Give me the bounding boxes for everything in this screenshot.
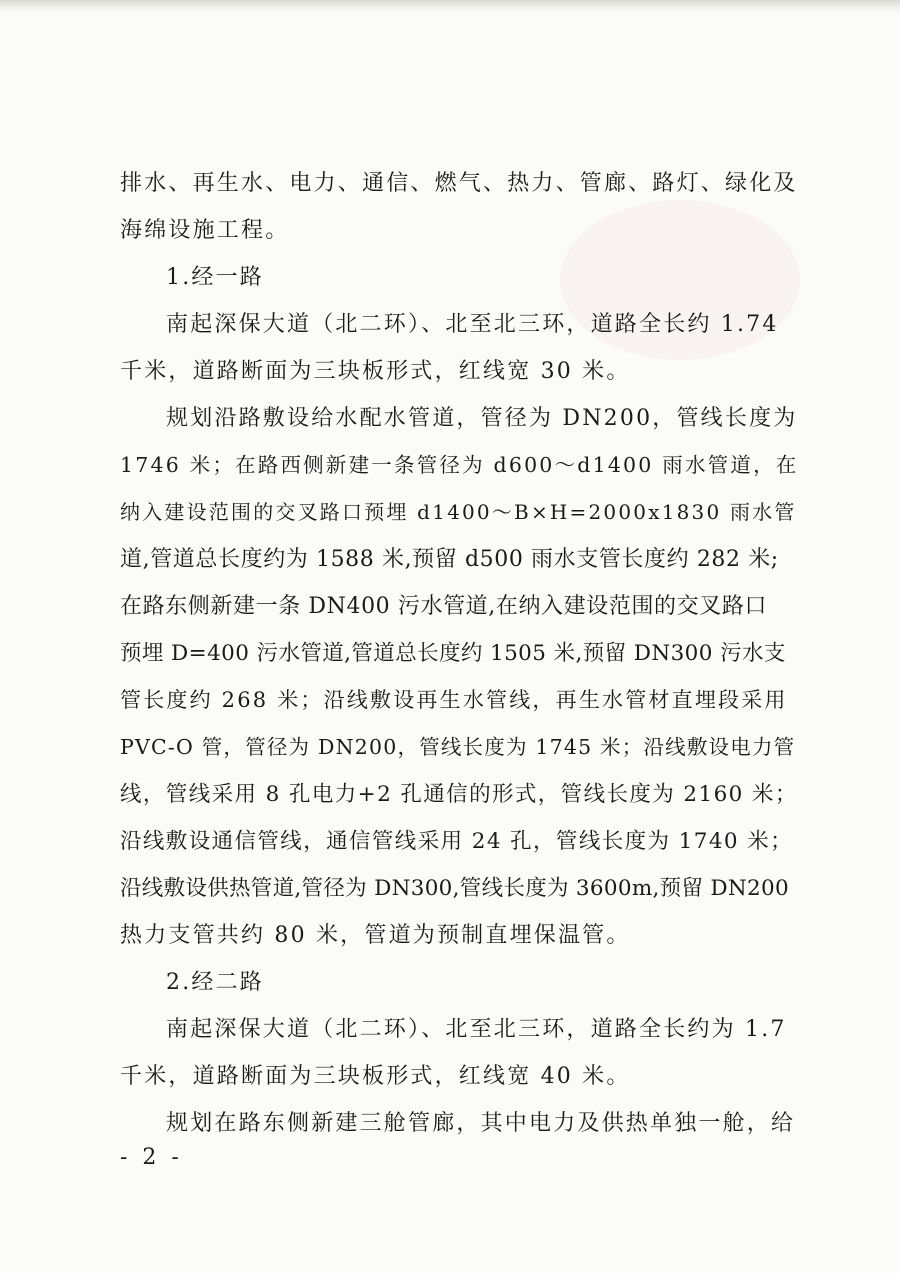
scan-top-edge bbox=[0, 0, 900, 14]
section-heading: 2.经二路 bbox=[166, 970, 264, 995]
text-line: 千米，道路断面为三块板形式，红线宽 40 米。 bbox=[120, 1064, 631, 1089]
text-line: 沿线敷设供热管道,管径为 DN300,管线长度为 3600m,预留 DN200 bbox=[120, 876, 789, 901]
text-line: 南起深保大道（北二环）、北至北三环，道路全长约 1.74 bbox=[166, 312, 779, 337]
document-body bbox=[120, 160, 800, 1147]
text-line: 在路东侧新建一条 DN400 污水管道,在纳入建设范围的交叉路口 bbox=[120, 594, 768, 619]
text-line: 热力支管共约 80 米，管道为预制直埋保温管。 bbox=[120, 923, 631, 948]
text-line: 规划沿路敷设给水配水管道，管径为 DN200，管线长度为 bbox=[166, 406, 798, 431]
text-line: 千米，道路断面为三块板形式，红线宽 30 米。 bbox=[120, 359, 631, 384]
text-line: PVC-O 管，管径为 DN200，管线长度为 1745 米；沿线敷设电力管 bbox=[120, 735, 796, 759]
text-line: 沿线敷设通信管线，通信管线采用 24 孔，管线长度为 1740 米； bbox=[120, 829, 794, 854]
text-line: 排水、再生水、电力、通信、燃气、热力、管廊、路灯、绿化及 bbox=[120, 171, 798, 196]
text-line: 南起深保大道（北二环）、北至北三环，道路全长约为 1.7 bbox=[166, 1017, 787, 1042]
text-line: 纳入建设范围的交叉路口预埋 d1400～B×H=2000x1830 雨水管 bbox=[120, 500, 797, 524]
text-line: 管长度约 268 米；沿线敷设再生水管线，再生水管材直埋段采用 bbox=[120, 688, 788, 712]
text-line: 预埋 D=400 污水管道,管道总长度约 1505 米,预留 DN300 污水支 bbox=[120, 641, 786, 666]
text-line: 1746 米；在路西侧新建一条管径为 d600～d1400 雨水管道，在 bbox=[120, 453, 799, 477]
page-number: - 2 - bbox=[120, 1145, 183, 1170]
text-line: 海绵设施工程。 bbox=[120, 218, 290, 243]
text-line: 道,管道总长度约为 1588 米,预留 d500 雨水支管长度约 282 米; bbox=[120, 547, 779, 572]
text-line: 线，管线采用 8 孔电力+2 孔通信的形式，管线长度为 2160 米； bbox=[120, 782, 798, 807]
section-heading: 1.经一路 bbox=[166, 265, 264, 290]
text-line: 规划在路东侧新建三舱管廊，其中电力及供热单独一舱，给 bbox=[166, 1111, 796, 1136]
